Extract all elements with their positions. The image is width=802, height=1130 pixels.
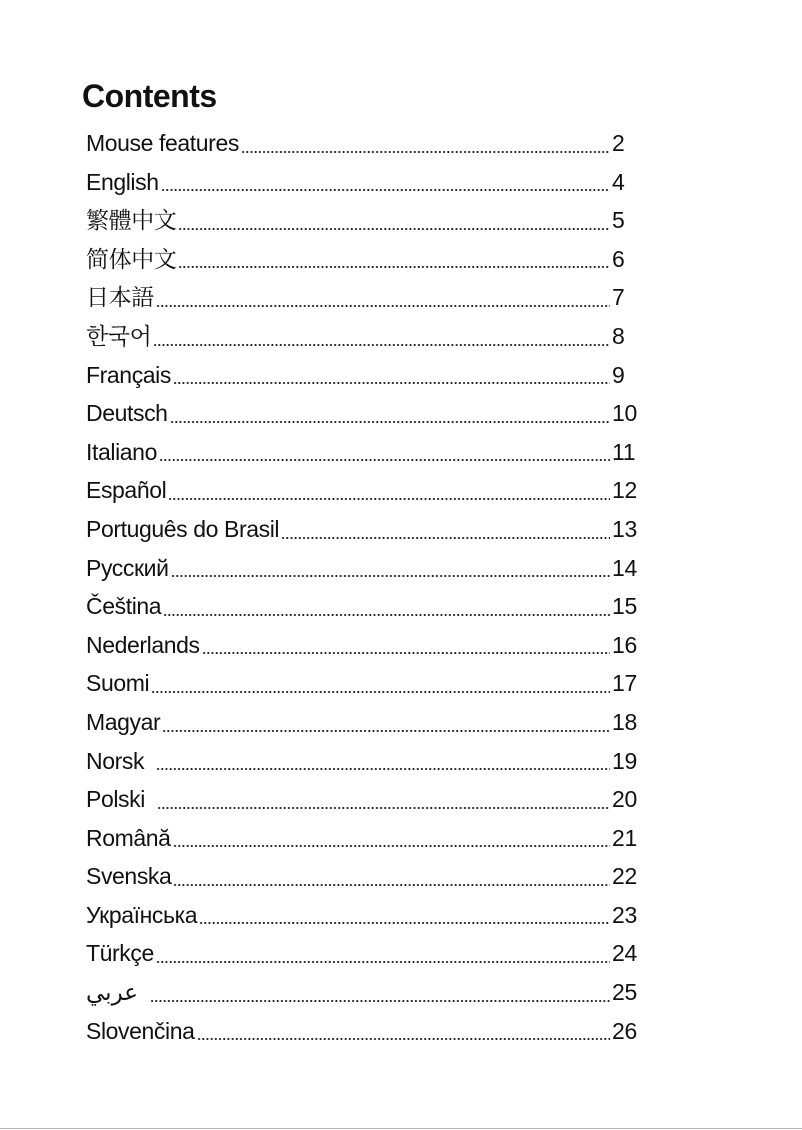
dot-leader — [173, 828, 610, 848]
toc-entry-label: Français — [86, 361, 171, 388]
toc-entry[interactable] — [86, 471, 638, 510]
toc-entry-page-number: 7 — [612, 284, 625, 311]
table-of-contents — [86, 124, 638, 1050]
toc-entry[interactable] — [86, 433, 638, 472]
toc-entry-page-number: 15 — [612, 593, 637, 620]
toc-entry-label: 繁體中文 — [86, 207, 177, 234]
toc-entry-page-number: 26 — [612, 1017, 637, 1044]
dot-leader — [163, 597, 610, 617]
toc-entry-page-number: 18 — [612, 708, 637, 735]
toc-entry-page-number: 23 — [612, 901, 637, 928]
toc-entry-label: 日本語 — [86, 284, 154, 311]
dot-leader — [156, 944, 610, 964]
toc-entry-page-number: 25 — [612, 979, 637, 1006]
toc-entry[interactable] — [86, 896, 638, 935]
toc-entry-page-number: 4 — [612, 168, 625, 195]
dot-leader — [151, 674, 610, 694]
toc-entry-label: Suomi — [86, 670, 150, 697]
toc-entry-page-number: 20 — [612, 786, 637, 813]
dot-leader — [173, 365, 610, 385]
dot-leader — [171, 558, 610, 578]
toc-entry[interactable] — [86, 626, 638, 665]
toc-entry-label: Português do Brasil — [86, 515, 280, 542]
dot-leader — [150, 983, 610, 1003]
toc-entry[interactable] — [86, 124, 638, 163]
dot-leader — [241, 134, 610, 154]
toc-entry[interactable] — [86, 278, 638, 317]
toc-entry-label: Mouse features — [86, 130, 239, 156]
toc-entry[interactable] — [86, 934, 638, 973]
dot-leader — [178, 249, 610, 269]
toc-entry-label: Deutsch — [86, 400, 168, 427]
toc-entry-label: Italiano — [86, 438, 157, 465]
dot-leader — [178, 211, 610, 231]
toc-entry-label: 한국어 — [86, 322, 152, 349]
dot-leader — [173, 867, 610, 887]
toc-entry-page-number: 11 — [612, 438, 636, 465]
toc-entry[interactable] — [86, 240, 638, 279]
toc-entry-label: 简体中文 — [86, 245, 177, 272]
toc-entry-page-number: 2 — [612, 130, 625, 156]
toc-entry[interactable] — [86, 780, 638, 819]
footer-divider — [0, 1128, 802, 1129]
toc-entry-label: Čeština — [86, 593, 162, 620]
toc-entry-page-number: 10 — [612, 400, 637, 427]
toc-entry[interactable] — [86, 394, 638, 433]
toc-entry-label: Svenska — [86, 863, 172, 890]
toc-entry-label: عربي — [86, 979, 138, 1006]
toc-entry-label: Norsk — [86, 747, 145, 774]
toc-entry-page-number: 14 — [612, 554, 637, 581]
toc-entry-page-number: 6 — [612, 245, 625, 272]
dot-leader — [162, 713, 610, 733]
toc-entry-page-number: 21 — [612, 824, 637, 851]
toc-entry-label: Українська — [86, 901, 198, 928]
toc-entry-label: Română — [86, 824, 171, 851]
toc-entry[interactable] — [86, 819, 638, 858]
toc-entry-page-number: 12 — [612, 477, 637, 504]
toc-entry[interactable] — [86, 201, 638, 240]
toc-entry-label: English — [86, 168, 159, 195]
toc-entry-page-number: 8 — [612, 322, 625, 349]
dot-leader — [156, 288, 610, 308]
dot-leader — [153, 327, 610, 347]
toc-entry[interactable] — [86, 510, 638, 549]
toc-entry[interactable] — [86, 703, 638, 742]
dot-leader — [199, 905, 610, 925]
dot-leader — [161, 172, 610, 192]
toc-entry-page-number: 22 — [612, 863, 637, 890]
dot-leader — [202, 635, 610, 655]
toc-entry[interactable] — [86, 973, 638, 1012]
toc-entry[interactable] — [86, 549, 638, 588]
toc-entry[interactable] — [86, 742, 638, 781]
toc-entry-label: Polski — [86, 786, 145, 813]
toc-entry[interactable] — [86, 1012, 638, 1051]
toc-entry-page-number: 16 — [612, 631, 637, 658]
toc-entry-label: Türkçe — [86, 940, 154, 967]
toc-entry[interactable] — [86, 163, 638, 202]
toc-entry-label: Русский — [86, 554, 169, 581]
dot-leader — [157, 790, 610, 810]
dot-leader — [159, 442, 610, 462]
toc-entry-label: Slovenčina — [86, 1017, 195, 1044]
dot-leader — [156, 751, 610, 771]
toc-entry[interactable] — [86, 356, 638, 395]
toc-entry-page-number: 19 — [612, 747, 637, 774]
toc-entry-label: Español — [86, 477, 167, 504]
toc-entry[interactable] — [86, 587, 638, 626]
toc-entry[interactable] — [86, 857, 638, 896]
toc-entry-page-number: 17 — [612, 670, 637, 697]
toc-entry-page-number: 24 — [612, 940, 637, 967]
dot-leader — [168, 481, 610, 501]
toc-entry[interactable] — [86, 317, 638, 356]
toc-entry-page-number: 5 — [612, 207, 625, 234]
toc-entry-label: Nederlands — [86, 631, 200, 658]
dot-leader — [197, 1021, 610, 1041]
dot-leader — [170, 404, 610, 424]
toc-entry-page-number: 13 — [612, 515, 637, 542]
dot-leader — [281, 520, 610, 540]
toc-entry-label: Magyar — [86, 708, 161, 735]
toc-entry-page-number: 9 — [612, 361, 625, 388]
toc-entry[interactable] — [86, 664, 638, 703]
page-title: Contents — [82, 78, 217, 114]
